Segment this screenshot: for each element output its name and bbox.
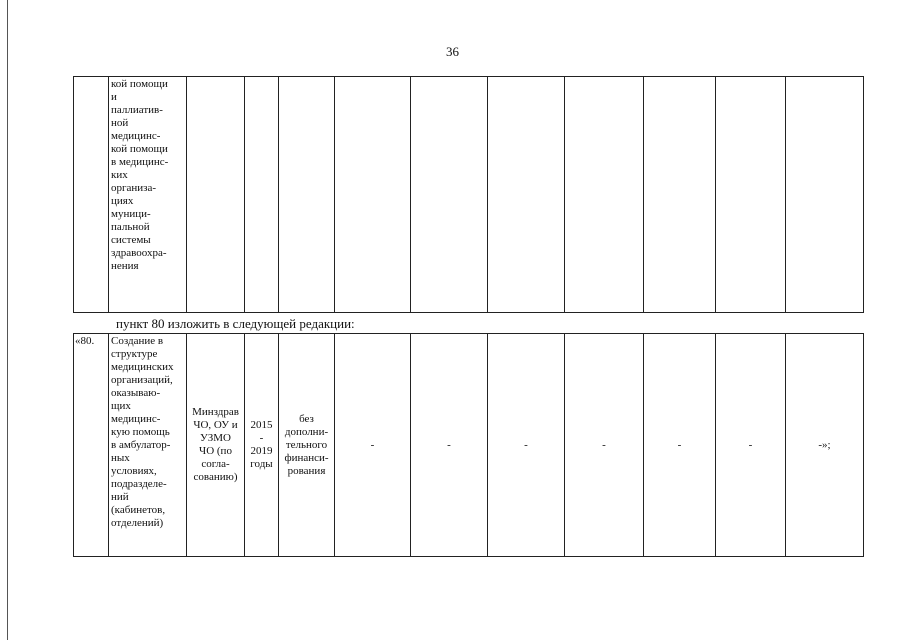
page-number: 36: [446, 44, 459, 59]
data-cell: [644, 77, 716, 313]
executor-cell: [187, 334, 245, 557]
data-cell: [644, 334, 716, 557]
executor-text: Минздрав ЧО, ОУ и УЗМО ЧО (по согла- сованию): [192, 406, 239, 483]
dash-value: -: [748, 438, 753, 451]
data-cell: [565, 334, 644, 557]
item-80-table: [73, 333, 864, 557]
row-number: «80.: [75, 335, 95, 347]
data-cell: [335, 334, 411, 557]
executor-cell: [187, 77, 245, 313]
dash-value: -: [524, 438, 528, 451]
data-cell: [786, 77, 864, 313]
data-cell: [488, 334, 565, 557]
dash-value: -: [677, 438, 682, 451]
financing-text: без дополни- тельного финанси- рования: [284, 412, 329, 477]
activity-name-text: кой помощи и паллиатив- ной медицинс- кой помощи в медицинс- ких организа- циях муници- пальной системы здравоохра- нения: [111, 78, 169, 272]
continuation-table: [73, 76, 864, 313]
activity-name-text: Создание в структуре медицинских организаций, оказываю- щих медицинс- кую помощь в амбулатор- ных условиях, подразделе- ний (кабинетов, отделений): [111, 335, 174, 529]
period-text: 2015 - 2019 годы: [250, 419, 273, 470]
data-cell: [716, 77, 786, 313]
dash-value: -: [447, 438, 451, 451]
name-cell: [109, 334, 187, 557]
dash-closing-value: -»;: [818, 438, 831, 451]
section-note: пункт 80 изложить в следующей редакции:: [116, 316, 355, 331]
financing-cell: [279, 334, 335, 557]
data-cell: [565, 77, 644, 313]
data-cell: [335, 77, 411, 313]
number-cell: [74, 334, 109, 557]
table-row: [74, 334, 864, 557]
left-margin-line: [7, 0, 8, 640]
financing-cell: [279, 77, 335, 313]
dash-value: -: [602, 438, 606, 451]
name-cell: [109, 77, 187, 313]
data-cell: [411, 334, 488, 557]
data-cell: [786, 334, 864, 557]
data-cell: [411, 77, 488, 313]
data-cell: [488, 77, 565, 313]
period-cell: [245, 334, 279, 557]
number-cell: [74, 77, 109, 313]
dash-value: -: [370, 438, 375, 451]
data-cell: [716, 334, 786, 557]
period-cell: [245, 77, 279, 313]
table-row: [74, 77, 864, 313]
